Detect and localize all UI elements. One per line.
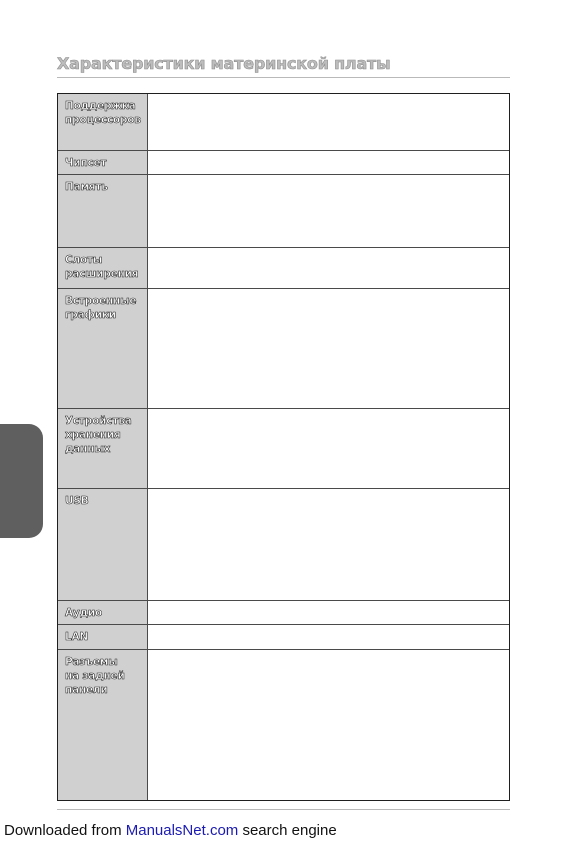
spec-label: Слоты расширения	[65, 254, 139, 280]
spec-value	[148, 601, 509, 625]
spec-label: Встроенные графики	[65, 295, 137, 321]
spec-row-back-panel-connectors	[58, 649, 509, 800]
spec-label-cell	[58, 409, 148, 489]
spec-label: Чипсет	[65, 157, 107, 169]
spec-row-audio	[58, 600, 509, 625]
footer-divider	[57, 809, 510, 810]
spec-label: USB	[65, 495, 89, 507]
spec-label-cell	[58, 601, 148, 625]
spec-value	[148, 650, 509, 800]
spec-label: Устройства хранения данных	[65, 415, 132, 455]
spec-label-cell	[58, 175, 148, 248]
spec-label-cell	[58, 94, 148, 150]
spec-row-lan	[58, 624, 509, 650]
spec-row-storage	[58, 408, 509, 489]
spec-value	[148, 289, 509, 409]
spec-label: Поддержка процессоров	[65, 100, 141, 126]
spec-value	[148, 94, 509, 150]
spec-label: LAN	[65, 631, 89, 643]
spec-label-cell	[58, 151, 148, 175]
spec-table	[57, 93, 510, 801]
spec-label: Разъемы на задней панели	[65, 656, 125, 696]
spec-label-cell	[58, 248, 148, 289]
spec-label-cell	[58, 289, 148, 409]
spec-label: Аудио	[65, 607, 103, 619]
footer-prefix: Downloaded from	[4, 822, 126, 839]
spec-value	[148, 151, 509, 175]
spec-row-onboard-graphics	[58, 288, 509, 409]
spec-value	[148, 625, 509, 650]
spec-value	[148, 409, 509, 489]
spec-row-usb	[58, 488, 509, 601]
footer-suffix: search engine	[238, 822, 337, 839]
download-footer	[4, 822, 337, 839]
spec-label-cell	[58, 650, 148, 800]
page-title: Характеристики материнской платы	[57, 54, 391, 73]
spec-value	[148, 248, 509, 289]
spec-row-cpu-support	[58, 94, 509, 150]
spec-value	[148, 489, 509, 601]
spec-value	[148, 175, 509, 248]
section-side-tab	[0, 424, 43, 538]
spec-row-chipset	[58, 150, 509, 175]
spec-row-memory	[58, 174, 509, 248]
title-divider	[57, 77, 510, 78]
spec-row-expansion-slots	[58, 247, 509, 289]
spec-label: Память	[65, 181, 108, 193]
spec-label-cell	[58, 489, 148, 601]
footer-link[interactable]: ManualsNet.com	[125, 822, 239, 839]
spec-label-cell	[58, 625, 148, 650]
